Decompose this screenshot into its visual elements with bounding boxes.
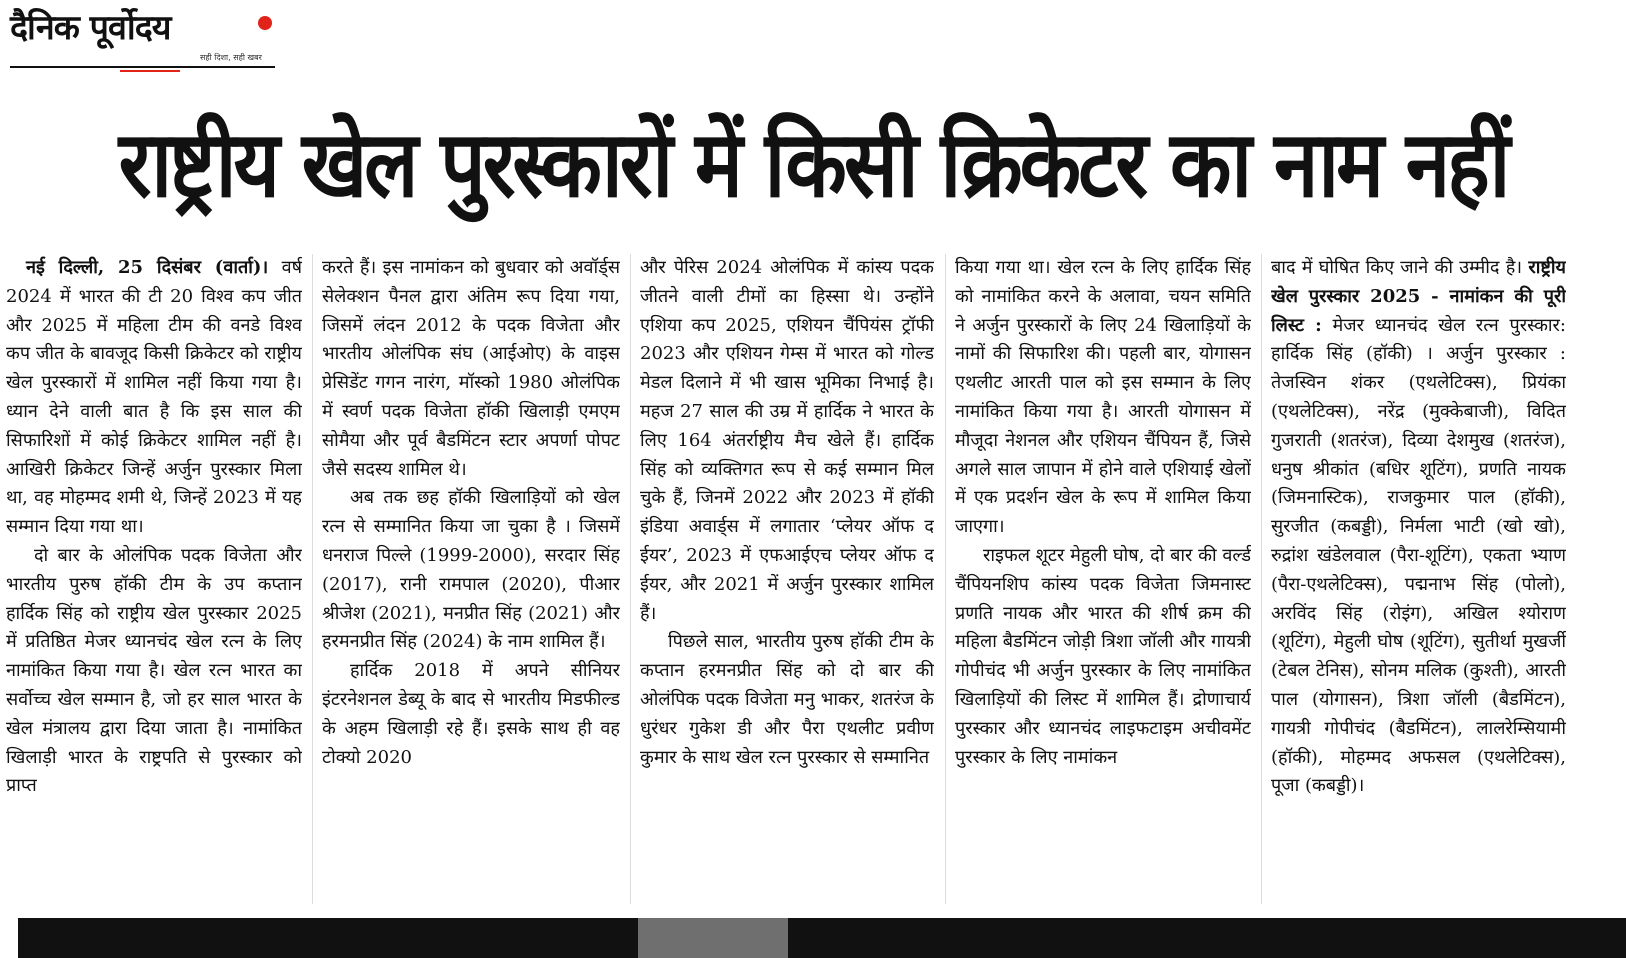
column-divider	[630, 254, 631, 904]
nominations-list: मेजर ध्यानचंद खेल रत्न पुरस्कार: हार्दिक सिंह (हॉकी) । अर्जुन पुरस्कार : तेजस्विन शंकर (एथलेटिक्स), प्रियंका (एथलेटिक्स), नरेंद्र (मुक्केबाजी), विदित गुजराती (शतरंज), दिव्या देशमुख (शतरंज), धनुष श्रीकांत (बधिर शूटिंग), प्रणति नायक (जिमनास्टिक), राजकुमार पाल (हॉकी), सुरजीत (कबड्डी), निर्मला भाटी (खो खो), रुद्रांश खंडेलवाल (पैरा-शूटिंग), एकता भ्याण (पैरा-एथलेटिक्स), पद्मनाभ सिंह (पोलो), अरविंद सिंह (रोइंग), अखिल श्योराण (शूटिंग), मेहुली घोष (शूटिंग), सुतीर्था मुखर्जी (टेबल टेनिस), सोनम मलिक (कुश्ती), आरती पाल (योगासन), त्रिशा जॉली (बैडमिंटन), गायत्री गोपीचंद (बैडमिंटन), लालरेम्सियामी (हॉकी), मोहम्मद अफसल (एथलेटिक्स), पूजा (कबड्डी)।	[1271, 314, 1566, 797]
column-divider	[945, 254, 946, 904]
article-paragraph: करते हैं। इस नामांकन को बुधवार को अवॉर्ड्स सेलेक्शन पैनल द्वारा अंतिम रूप दिया गया, जिसमें लंदन 2012 के पदक विजेता और भारतीय ओलंपिक संघ (आईओए) के वाइस प्रेसिडेंट गगन नारंग, मॉस्को 1980 ओलंपिक में स्वर्ण पदक विजेता हॉकी खिलाड़ी एमएम सोमैया और पूर्व बैडमिंटन स्टार अपर्णा पोपट जैसे सदस्य शामिल थे।	[322, 257, 620, 480]
masthead-title: दैनिक पूर्वोदय	[10, 8, 171, 48]
article-paragraph: और पेरिस 2024 ओलंपिक में कांस्य पदक जीतने वाली टीमों का हिस्सा थे। उन्होंने एशिया कप 2025, एशियन चैंपियंस ट्रॉफी 2023 और एशियन गेम्स में भारत को गोल्ड मेडल दिलाने में भी खास भूमिका निभाई है। महज 27 साल की उम्र में हार्दिक ने भारत के लिए 164 अंतर्राष्ट्रीय मैच खेले हैं। हार्दिक सिंह को व्यक्तिगत रूप से कई सम्मान मिल चुके हैं, जिनमें 2022 और 2023 में हॉकी इंडिया अवार्ड्स में लगातार ‘प्लेयर ऑफ द ईयर’, 2023 में एफआईएच प्लेयर ऑफ द ईयर, और 2021 में अर्जुन पुरस्कार शामिल हैं।	[640, 257, 934, 624]
article-paragraph: राइफल शूटर मेहुली घोष, दो बार की वर्ल्ड चैंपियनशिप कांस्य पदक विजेता जिमनास्ट प्रणति नायक और भारत की शीर्ष क्रम की महिला बैडमिंटन जोड़ी त्रिशा जॉली और गायत्री गोपीचंद भी अर्जुन पुरस्कार के लिए नामांकित खिलाड़ियों की लिस्ट में शामिल हैं। द्रोणाचार्य पुरस्कार और ध्यानचंद लाइफटाइम अचीवमेंट पुरस्कार के लिए नामांकन	[955, 544, 1251, 768]
paragraph-text: वर्ष 2024 में भारत की टी 20 विश्व कप जीत और 2025 में महिला टीम की वनडे विश्व कप जीत के बावजूद किसी क्रिकेटर को राष्ट्रीय खेल पुरस्कारों में शामिल नहीं किया गया है। ध्यान देने वाली बात है कि इस साल की सिफारिशों में कोई क्रिकेटर शामिल नहीं है। आखिरी क्रिकेटर जिन्हें अर्जुन पुरस्कार मिला था, वह मोहम्मद शमी थे, जिन्हें 2023 में यह सम्मान दिया गया था।	[6, 257, 302, 538]
masthead-logo-dot	[258, 16, 272, 30]
article-column-3	[640, 254, 934, 904]
article-paragraph: पिछले साल, भारतीय पुरुष हॉकी टीम के कप्तान हरमनप्रीत सिंह को दो बार की ओलंपिक पदक विजेता मनु भाकर, शतरंज के धुरंधर गुकेश डी और पैरा एथलीट प्रवीण कुमार के साथ खेल रत्न पुरस्कार से सम्मानित	[640, 631, 934, 768]
article-column-4	[955, 254, 1251, 904]
article-paragraph	[1271, 254, 1566, 801]
masthead	[10, 8, 280, 72]
article-paragraph	[6, 254, 302, 542]
article-column-5	[1271, 254, 1566, 904]
bottom-bar-segment	[638, 918, 788, 958]
dateline: नई दिल्ली, 25 दिसंबर (वार्ता)।	[26, 257, 269, 278]
masthead-accent-bar	[120, 70, 180, 72]
article-paragraph: दो बार के ओलंपिक पदक विजेता और भारतीय पुरुष हॉकी टीम के उप कप्तान हार्दिक सिंह को राष्ट्रीय खेल पुरस्कार 2025 में प्रतिष्ठित मेजर ध्यानचंद खेल रत्न के लिए नामांकित किया गया है। खेल रत्न भारत का सर्वोच्च खेल सम्मान है, जो हर साल भारत के खेल मंत्रालय द्वारा दिया जाता है। नामांकित खिलाड़ी भारत के राष्ट्रपति से पुरस्कार को प्राप्त	[6, 544, 302, 797]
masthead-tagline: सही दिशा, सही खबर	[200, 53, 262, 62]
article-paragraph: किया गया था। खेल रत्न के लिए हार्दिक सिंह को नामांकित करने के अलावा, चयन समिति ने अर्जुन पुरस्कारों के लिए 24 खिलाड़ियों के नामों की सिफारिश की। पहली बार, योगासन एथलीट आरती पाल को इस सम्मान के लिए नामांकित किया गया है। आरती योगासन में मौजूदा नेशनल और एशियन चैंपियन हैं, जिसे अगले साल जापान में होने वाले एशियाई खेलों में एक प्रदर्शन खेल के रूप में शामिल किया जाएगा।	[955, 257, 1251, 538]
article-paragraph: हार्दिक 2018 में अपने सीनियर इंटरनेशनल डेब्यू के बाद से भारतीय मिडफील्ड के अहम खिलाड़ी रहे हैं। इसके साथ ही वह टोक्यो 2020	[322, 660, 620, 768]
article-column-2	[322, 254, 620, 904]
article-paragraph: अब तक छह हॉकी खिलाड़ियों को खेल रत्न से सम्मानित किया जा चुका है । जिसमें धनराज पिल्ले (1999-2000), सरदार सिंह (2017), रानी रामपाल (2020), पीआर श्रीजेश (2021), मनप्रीत सिंह (2021) और हरमनप्रीत सिंह (2024) के नाम शामिल हैं।	[322, 487, 620, 653]
column-divider	[312, 254, 313, 904]
headline: राष्ट्रीय खेल पुरस्कारों में किसी क्रिकेटर का नाम नहीं	[118, 110, 1508, 218]
bottom-bar	[18, 918, 1626, 958]
paragraph-text: बाद में घोषित किए जाने की उम्मीद है।	[1271, 257, 1523, 278]
masthead-rule	[10, 66, 275, 68]
nominations-heading: राष्ट्रीय खेल पुरस्कार 2025 - नामांकन की पूरी लिस्ट :	[1271, 257, 1566, 336]
column-divider	[1261, 254, 1262, 904]
article-column-1	[6, 254, 302, 904]
